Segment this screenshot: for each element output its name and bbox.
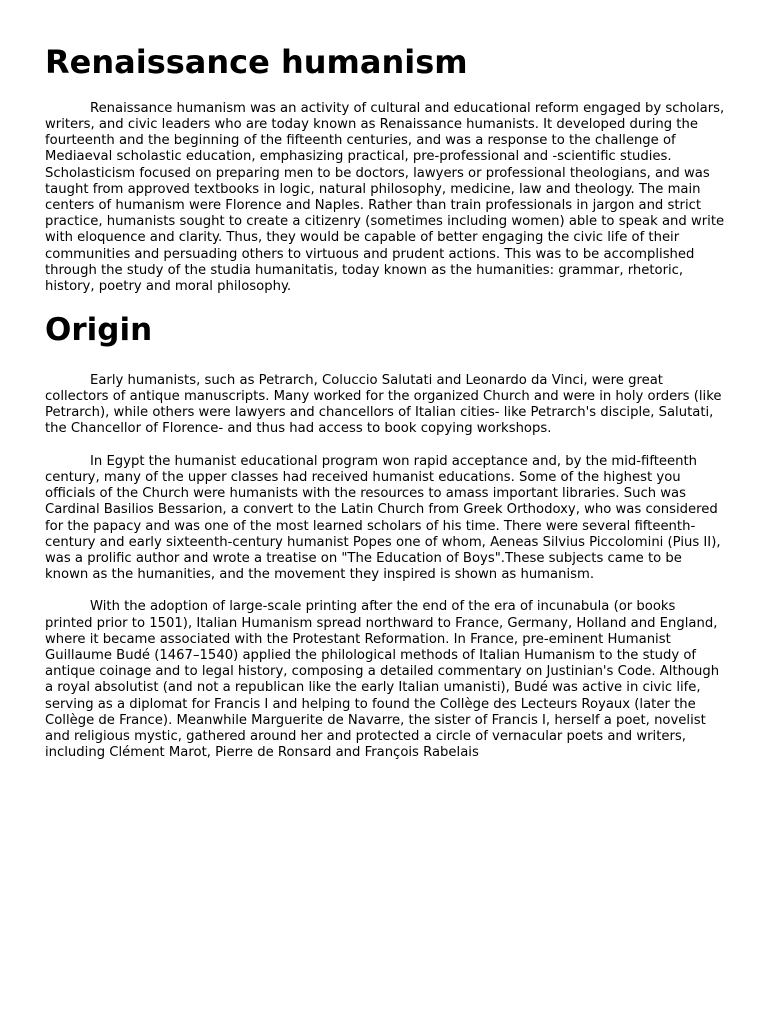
- document-page: [45, 40, 725, 777]
- intro-paragraph: Renaissance humanism was an activity of cultural and educational reform engaged by scholars, writers, and civic leaders who are today known as Renaissance humanists. It developed during the fourteenth and the beginning of the fifteenth centuries, and was a response to the challenge of Mediaeval scholastic education, emphasizing practical, pre-professional and -scientific studies. Scholasticism focused on preparing men to be doctors, lawyers or professional theologians, and was taught from approved textbooks in logic, natural philosophy, medicine, law and theology. The main centers of humanism were Florence and Naples. Rather than train professionals in jargon and strict practice, humanists sought to create a citizenry (sometimes including women) able to speak and write with eloquence and clarity. Thus, they would be capable of better engaging the civic life of their communities and persuading others to virtuous and prudent actions. This was to be accomplished through the study of the studia humanitatis, today known as the humanities: grammar, rhetoric, history, poetry and moral philosophy.: [45, 100, 725, 295]
- origin-paragraph-2: In Egypt the humanist educational program won rapid acceptance and, by the mid-fifteenth century, many of the upper classes had received humanist educations. Some of the highest you officials of the Church were humanists with the resources to amass important libraries. Such was Cardinal Basilios Bessarion, a convert to the Latin Church from Greek Orthodoxy, who was considered for the papacy and was one of the most learned scholars of his time. There were several fifteenth-century and early sixteenth-century humanist Popes one of whom, Aeneas Silvius Piccolomini (Pius II), was a prolific author and wrote a treatise on "The Education of Boys".These subjects came to be known as the humanities, and the movement they inspired is shown as humanism.: [45, 453, 721, 583]
- section-heading-origin: Origin: [45, 312, 153, 349]
- origin-paragraph-3: With the adoption of large-scale printing after the end of the era of incunabula (or books printed prior to 1501), Italian Humanism spread northward to France, Germany, Holland and England, where it became associated with the Protestant Reformation. In France, pre-eminent Humanist Guillaume Budé (1467–1540) applied the philological methods of Italian Humanism to the study of antique coinage and to legal history, composing a detailed commentary on Justinian's Code. Although a royal absolutist (and not a republican like the early Italian umanisti), Budé was active in civic life, serving as a diplomat for Francis I and helping to found the Collège des Lecteurs Royaux (later the Collège de France). Meanwhile Marguerite de Navarre, the sister of Francis I, herself a poet, novelist and religious mystic, gathered around her and protected a circle of vernacular poets and writers, including Clément Marot, Pierre de Ronsard and François Rabelais: [45, 599, 720, 761]
- page-title: Renaissance humanism: [45, 43, 468, 81]
- origin-paragraph-1: Early humanists, such as Petrarch, Coluccio Salutati and Leonardo da Vinci, were great collectors of antique manuscripts. Many worked for the organized Church and were in holy orders (like Petrarch), while others were lawyers and chancellors of Italian cities- like Petrarch's disciple, Salutati, the Chancellor of Florence- and thus had access to book copying workshops.: [45, 372, 722, 437]
